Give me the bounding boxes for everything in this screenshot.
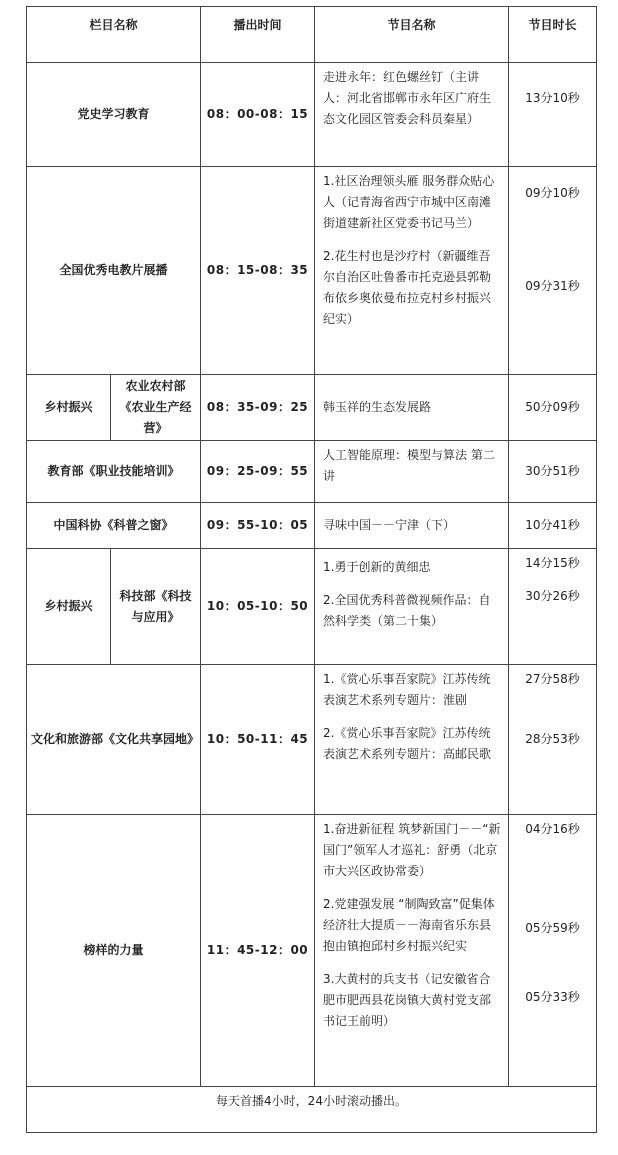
program-cell (315, 63, 509, 167)
duration-cell (509, 167, 597, 375)
table-row (27, 167, 597, 375)
air-time: 10：50-11：45 (201, 665, 315, 815)
program-title: 2.花生村也是沙疗村（新疆维吾尔自治区吐鲁番市托克逊县郭勒布依乡奥依曼布拉克村乡村振兴纪实） (323, 249, 492, 326)
column-subname: 科技部《科技与应用》 (111, 549, 201, 665)
column-name: 全国优秀电教片展播 (27, 167, 201, 375)
air-time: 10：05-10：50 (201, 549, 315, 665)
table-row (27, 503, 597, 549)
duration-cell (509, 63, 597, 167)
column-name: 乡村振兴 (27, 375, 111, 441)
table-row (27, 549, 597, 665)
program-cell (315, 167, 509, 375)
duration: 27分58秒 (525, 672, 580, 686)
column-name: 党史学习教育 (27, 63, 201, 167)
header-duration: 节目时长 (509, 7, 597, 63)
program-title: 寻味中国－－宁津（下） (323, 518, 456, 532)
program-title: 走进永年：红色螺丝钉（主讲人：河北省邯郸市永年区广府生态文化园区管委会科员秦星） (323, 70, 492, 126)
program-title: 韩玉祥的生态发展路 (323, 400, 432, 414)
duration-cell (509, 441, 597, 503)
program-cell (315, 815, 509, 1087)
air-time: 08：15-08：35 (201, 167, 315, 375)
table-row (27, 815, 597, 1087)
table-row (27, 665, 597, 815)
column-subname: 农业农村部《农业生产经营》 (111, 375, 201, 441)
table-row (27, 441, 597, 503)
column-name: 教育部《职业技能培训》 (27, 441, 201, 503)
duration: 13分10秒 (525, 91, 580, 105)
program-cell (315, 441, 509, 503)
footer-note: 每天首播4小时，24小时滚动播出。 (27, 1087, 597, 1133)
duration: 28分53秒 (525, 732, 580, 746)
program-cell (315, 549, 509, 665)
duration: 04分16秒 (525, 822, 580, 836)
column-name: 乡村振兴 (27, 549, 111, 665)
air-time: 09：55-10：05 (201, 503, 315, 549)
duration-cell (509, 665, 597, 815)
duration: 05分59秒 (525, 921, 580, 935)
air-time: 08：35-09：25 (201, 375, 315, 441)
column-name: 榜样的力量 (27, 815, 201, 1087)
table-row (27, 375, 597, 441)
header-column-name: 栏目名称 (27, 7, 201, 63)
column-name: 中国科协《科普之窗》 (27, 503, 201, 549)
duration: 50分09秒 (525, 400, 580, 414)
program-title: 1.奋进新征程 筑梦新国门－－“新国门”领军人才巡礼：舒勇（北京市大兴区政协常委） (323, 822, 501, 878)
program-title: 2.全国优秀科普微视频作品：自然科学类（第二十集） (323, 593, 491, 628)
duration: 14分15秒 (525, 556, 580, 570)
program-cell (315, 503, 509, 549)
duration: 05分33秒 (525, 990, 580, 1004)
program-title: 2.党建强发展 “制陶致富”促集体经济壮大提质－－海南省乐东县抱由镇抱邱村乡村振兴纪实 (323, 897, 495, 953)
footer-row (27, 1087, 597, 1133)
air-time: 09：25-09：55 (201, 441, 315, 503)
duration-cell (509, 549, 597, 665)
duration: 10分41秒 (525, 518, 580, 532)
schedule-table (26, 6, 597, 1133)
table-row (27, 63, 597, 167)
duration-cell (509, 815, 597, 1087)
program-cell (315, 375, 509, 441)
program-title: 2.《赏心乐事吾家院》江苏传统表演艺术系列专题片：高邮民歌 (323, 726, 492, 761)
program-title: 人工智能原理：模型与算法 第二讲 (323, 448, 495, 483)
duration: 30分51秒 (525, 464, 580, 478)
header-row (27, 7, 597, 63)
duration-cell (509, 503, 597, 549)
program-title: 1.勇于创新的黄细忠 (323, 560, 431, 574)
air-time: 11：45-12：00 (201, 815, 315, 1087)
air-time: 08：00-08：15 (201, 63, 315, 167)
column-name: 文化和旅游部《文化共享园地》 (27, 665, 201, 815)
duration: 09分31秒 (525, 279, 580, 293)
program-title: 1.《赏心乐事吾家院》江苏传统表演艺术系列专题片：淮剧 (323, 672, 491, 707)
duration: 30分26秒 (525, 589, 580, 603)
header-program-name: 节目名称 (315, 7, 509, 63)
program-title: 3.大黄村的兵支书（记安徽省合肥市肥西县花岗镇大黄村党支部书记王前明） (323, 972, 492, 1028)
header-air-time: 播出时间 (201, 7, 315, 63)
duration: 09分10秒 (525, 186, 580, 200)
duration-cell (509, 375, 597, 441)
program-title: 1.社区治理领头雁 服务群众贴心人（记青海省西宁市城中区南滩街道建新社区党委书记马兰） (323, 174, 495, 230)
program-cell (315, 665, 509, 815)
